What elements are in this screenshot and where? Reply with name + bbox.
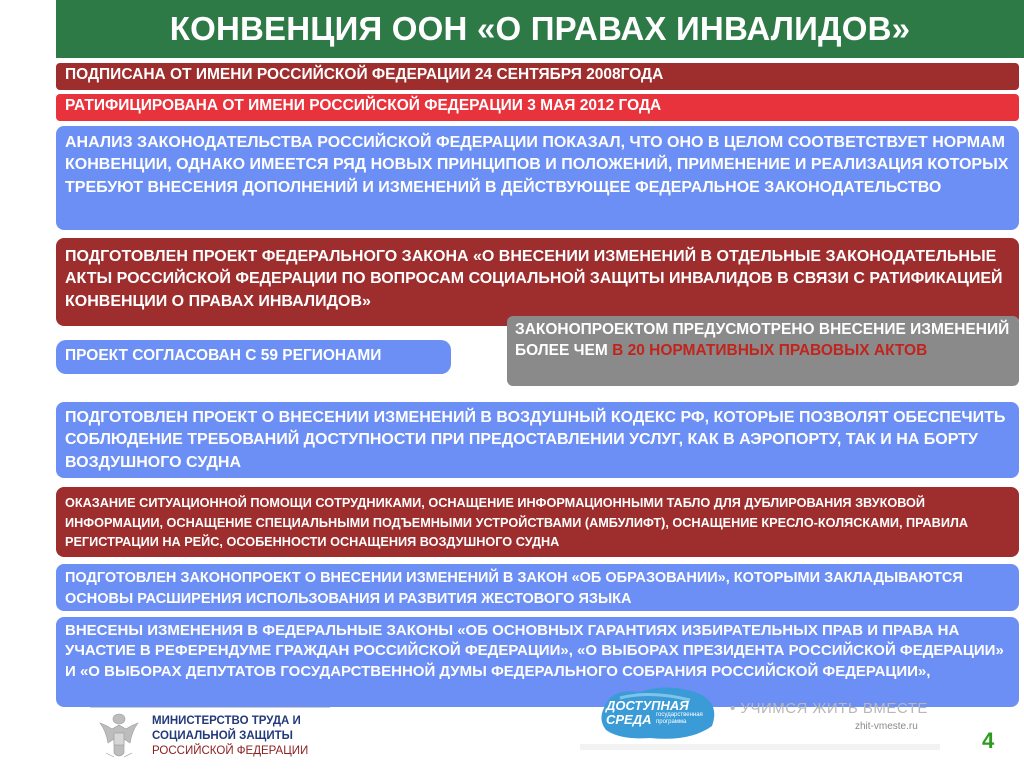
slogan-text: • УЧИМСЯ ЖИТЬ ВМЕСТЕ — [730, 700, 928, 717]
elections-box: ВНЕСЕНЫ ИЗМЕНЕНИЯ В ФЕДЕРАЛЬНЫЕ ЗАКОНЫ «ОБ ОСНОВНЫХ ГАРАНТИЯХ ИЗБИРАТЕЛЬНЫХ ПРАВ И ПРАВА НА УЧАСТИЕ В РЕФЕРЕНДУМЕ ГРАЖДАН РОССИЙСКОЙ ФЕДЕРАЦИИ», «О ВЫБОРАХ ПРЕЗИДЕНТА РОССИЙСКОЙ ФЕДЕРАЦИИ» И «О ВЫБОРАХ ДЕПУТАТОВ ГОСУДАРСТВЕННОЙ ДУМЫ ФЕДЕРАЛЬНОГО СОБРАНИЯ РОССИЙСКОЙ ФЕДЕРАЦИИ», — [56, 617, 1019, 707]
provision-highlight: В 20 НОРМАТИВНЫХ ПРАВОВЫХ АКТОВ — [612, 341, 928, 359]
slide-title-text: КОНВЕНЦИЯ ООН «О ПРАВАХ ИНВАЛИДОВ» — [169, 10, 911, 47]
program-subtitle: государственная программа — [656, 712, 703, 726]
provision-box — [507, 316, 1019, 386]
agreed-regions-box: ПРОЕКТ СОГЛАСОВАН С 59 РЕГИОНАМИ — [56, 340, 451, 374]
coat-of-arms-icon — [92, 709, 146, 765]
draft-law-box: ПОДГОТОВЛЕН ПРОЕКТ ФЕДЕРАЛЬНОГО ЗАКОНА «О ВНЕСЕНИИ ИЗМЕНЕНИЙ В ОТДЕЛЬНЫЕ ЗАКОНОДАТЕЛЬНЫЕ АКТЫ РОССИЙСКОЙ ФЕДЕРАЦИИ ПО ВОПРОСАМ СОЦИАЛЬНОЙ ЗАЩИТЫ ИНВАЛИДОВ В СВЯЗИ С РАТИФИКАЦИЕЙ КОНВЕНЦИИ О ПРАВАХ ИНВАЛИДОВ» — [56, 238, 1019, 326]
ministry-name — [152, 714, 332, 759]
page-number: 4 — [982, 728, 995, 753]
slide-title — [56, 0, 1024, 58]
analysis-box: АНАЛИЗ ЗАКОНОДАТЕЛЬСТВА РОССИЙСКОЙ ФЕДЕРАЦИИ ПОКАЗАЛ, ЧТО ОНО В ЦЕЛОМ СООТВЕТСТВУЕТ НОРМАМ КОНВЕНЦИИ, ОДНАКО ИМЕЕТСЯ РЯД НОВЫХ ПРИНЦИПОВ И ПОЛОЖЕНИЙ, ПРИМЕНЕНИЕ И РЕАЛИЗАЦИЯ КОТОРЫХ ТРЕБУЮТ ВНЕСЕНИЯ ДОПОЛНЕНИЙ И ИЗМЕНЕНИЙ В ДЕЙСТВУЮЩЕЕ ФЕДЕРАЛЬНОЕ ЗАКОНОДАТЕЛЬСТВО — [56, 126, 1019, 230]
program-title-line-2: СРЕДА — [606, 711, 652, 727]
assistance-box: ОКАЗАНИЕ СИТУАЦИОННОЙ ПОМОЩИ СОТРУДНИКАМИ, ОСНАЩЕНИЕ ИНФОРМАЦИОННЫМИ ТАБЛО ДЛЯ ДУБЛИРОВАНИЯ ЗВУКОВОЙ ИНФОРМАЦИИ, ОСНАЩЕНИЕ СПЕЦИАЛЬНЫМИ ПОДЪЕМНЫМИ УСТРОЙСТВАМИ (АМБУЛИФТ), ОСНАЩЕНИЕ КРЕСЛО-КОЛЯСКАМИ, ПРАВИЛА РЕГИСТРАЦИИ НА РЕЙС, ОСОБЕННОСТИ ОСНАЩЕНИЯ ВОЗДУШНОГО СУДНА — [56, 487, 1019, 557]
signed-box: ПОДПИСАНА ОТ ИМЕНИ РОССИЙСКОЙ ФЕДЕРАЦИИ 24 СЕНТЯБРЯ 2008ГОДА — [56, 63, 1019, 90]
website-text: zhit-vmeste.ru — [855, 721, 918, 732]
ratified-box: РАТИФИЦИРОВАНА ОТ ИМЕНИ РОССИЙСКОЙ ФЕДЕРАЦИИ 3 МАЯ 2012 ГОДА — [56, 94, 1019, 121]
provision-text: ЗАКОНОПРОЕКТОМ ПРЕДУСМОТРЕНО ВНЕСЕНИЕ ИЗМЕНЕНИЙ БОЛЕЕ ЧЕМ — [515, 321, 1010, 359]
ministry-line-1: МИНИСТЕРСТВО ТРУДА И — [152, 715, 301, 727]
program-title-line-1: ДОСТУПНАЯ — [606, 698, 689, 713]
air-code-box: ПОДГОТОВЛЕН ПРОЕКТ О ВНЕСЕНИИ ИЗМЕНЕНИЙ В ВОЗДУШНЫЙ КОДЕКС РФ, КОТОРЫЕ ПОЗВОЛЯТ ОБЕСПЕЧИТЬ СОБЛЮДЕНИЕ ТРЕБОВАНИЙ ДОСТУПНОСТИ ПРИ ПРЕДОСТАВЛЕНИИ УСЛУГ, КАК В АЭРОПОРТУ, ТАК И НА БОРТУ ВОЗДУШНОГО СУДНА — [56, 402, 1019, 478]
education-box: ПОДГОТОВЛЕН ЗАКОНОПРОЕКТ О ВНЕСЕНИИ ИЗМЕНЕНИЙ В ЗАКОН «ОБ ОБРАЗОВАНИИ», КОТОРЫМИ ЗАКЛАДЫВАЮТСЯ ОСНОВЫ РАСШИРЕНИЯ ИСПОЛЬЗОВАНИЯ И РАЗВИТИЯ ЖЕСТОВОГО ЯЗЫКА — [56, 564, 1019, 611]
ministry-line-2: СОЦИАЛЬНОЙ ЗАЩИТЫ — [152, 729, 293, 742]
ministry-line-3: РОССИЙСКОЙ ФЕДЕРАЦИИ — [152, 744, 309, 757]
